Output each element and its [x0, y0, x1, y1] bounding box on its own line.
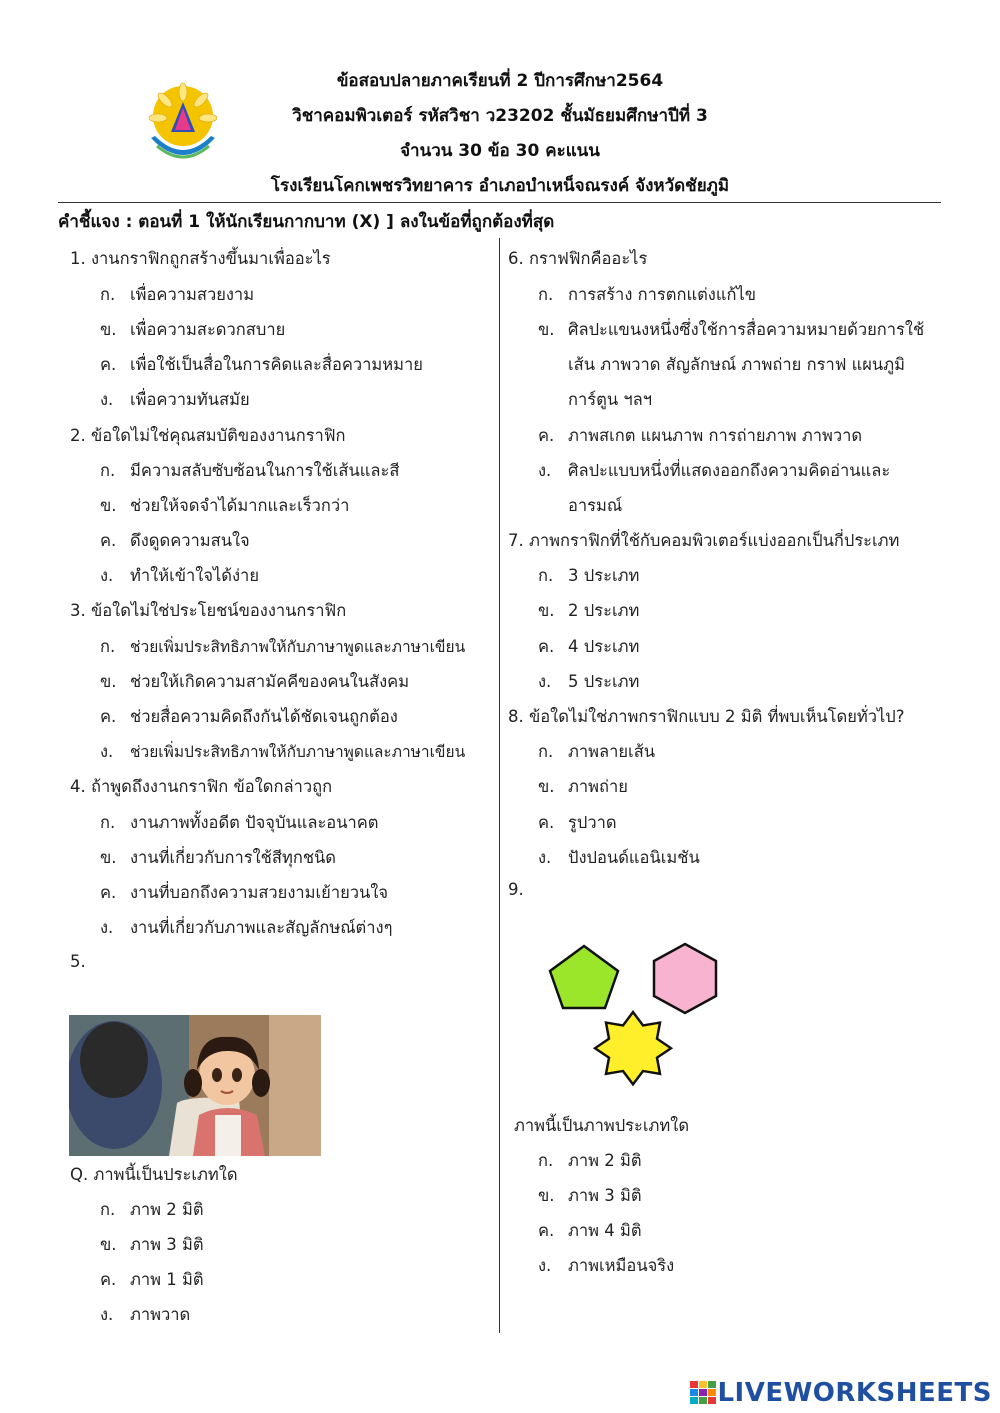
q4-option-c[interactable] [100, 880, 389, 906]
option-letter: ข. [538, 320, 555, 339]
option-letter: ง. [100, 566, 114, 585]
option-letter: ค. [100, 707, 117, 726]
option-letter: ข. [100, 848, 117, 867]
pentagon-shape [550, 946, 618, 1008]
hexagon-shape [654, 944, 716, 1013]
question-7: 7. ภาพกราฟิกที่ใช้กับคอมพิวเตอร์แบ่งออกเป็นกี่ประเภท [508, 531, 900, 550]
q1-option-d[interactable] [100, 387, 250, 413]
question-9-number: 9. [508, 880, 524, 899]
option-text: 4 ประเภท [568, 637, 640, 656]
option-letter: ก. [100, 285, 116, 304]
liveworksheets-logo-icon [689, 1380, 717, 1406]
q5-option-a[interactable] [100, 1197, 204, 1223]
option-text: มีความสลับซับซ้อนในการใช้เส้นและสี [130, 461, 400, 480]
option-text: 5 ประเภท [568, 672, 640, 691]
q4-option-a[interactable] [100, 810, 379, 836]
q2-option-c[interactable] [100, 528, 250, 554]
liveworksheets-watermark [689, 1378, 992, 1408]
option-letter: ข. [538, 1186, 555, 1205]
q6-option-b[interactable] [538, 317, 925, 343]
option-letter: ก. [538, 566, 554, 585]
q3-option-a[interactable] [100, 634, 466, 660]
option-letter: ค. [100, 355, 117, 374]
option-text: ภาพเหมือนจริง [568, 1256, 675, 1275]
option-text: เพื่อความสวยงาม [130, 285, 255, 304]
option-letter: ง. [100, 742, 114, 761]
question-1: 1. งานกราฟิกถูกสร้างขึ้นมาเพื่ออะไร [70, 249, 331, 268]
option-letter: ค. [538, 637, 555, 656]
option-letter: ง. [100, 390, 114, 409]
option-letter: ง. [100, 918, 114, 937]
option-text: งานภาพทั้งอดีต ปัจจุบันและอนาคต [130, 813, 379, 832]
option-letter: ง. [538, 672, 552, 691]
option-text: ช่วยให้จดจำได้มากและเร็วกว่า [130, 496, 350, 515]
option-text: รูปวาด [568, 813, 617, 832]
option-letter: ก. [100, 1200, 116, 1219]
q7-option-b[interactable] [538, 598, 640, 624]
score-line: จำนวน 30 ข้อ 30 คะแนน [400, 141, 600, 161]
q6-option-d-cont: อารมณ์ [568, 496, 623, 515]
option-letter: ง. [100, 1305, 114, 1324]
column-divider [499, 238, 500, 1333]
q7-option-d[interactable] [538, 669, 640, 695]
option-text: ภาพ 4 มิติ [568, 1221, 642, 1240]
q5-option-b[interactable] [100, 1232, 204, 1258]
q5-option-c[interactable] [100, 1267, 204, 1293]
option-text: ภาพลายเส้น [568, 742, 656, 761]
option-letter: ค. [538, 1221, 555, 1240]
option-text: ภาพถ่าย [568, 777, 628, 796]
option-text: งานที่เกี่ยวกับการใช้สีทุกชนิด [130, 848, 337, 867]
option-letter: ค. [538, 813, 555, 832]
option-text: ช่วยเพิ่มประสิทธิภาพให้กับภาษาพูดและภาษาเขียน [130, 638, 466, 656]
shapes-picture [540, 938, 730, 1088]
option-text: ภาพ 1 มิติ [130, 1270, 204, 1289]
question-8: 8. ข้อใดไม่ใช่ภาพกราฟิกแบบ 2 มิติ ที่พบเห็นโดยทั่วไป? [508, 707, 905, 726]
q3-option-c[interactable] [100, 704, 398, 730]
option-letter: ง. [538, 461, 552, 480]
option-text: ทำให้เข้าใจได้ง่าย [130, 566, 259, 585]
q6-option-a[interactable] [538, 282, 757, 308]
exam-title: ข้อสอบปลายภาคเรียนที่ 2 ปีการศึกษา2564 [336, 71, 664, 91]
option-letter: ข. [100, 320, 117, 339]
star-shape [595, 1012, 671, 1084]
q6-option-d[interactable] [538, 458, 891, 484]
instruction: คำชี้แจง : ตอนที่ 1 ให้นักเรียนกากบาท (X) ] ลงในข้อที่ถูกต้องที่สุด [58, 212, 555, 232]
option-letter: ค. [100, 1270, 117, 1289]
option-text: เพื่อความทันสมัย [130, 390, 250, 409]
option-letter: ข. [100, 672, 117, 691]
option-letter: ก. [100, 813, 116, 832]
option-text: ภาพ 2 มิติ [130, 1200, 204, 1219]
option-letter: ค. [100, 531, 117, 550]
question-2: 2. ข้อใดไม่ใช่คุณสมบัติของงานกราฟิก [70, 426, 346, 445]
school-line: โรงเรียนโคกเพชรวิทยาคาร อำเภอบำเหน็จณรงค์ จังหวัดชัยภูมิ [270, 176, 730, 196]
cartoon-picture [69, 1015, 321, 1156]
option-letter: ง. [538, 848, 552, 867]
option-letter: ก. [100, 461, 116, 480]
q8-option-d[interactable] [538, 845, 700, 871]
option-text: 3 ประเภท [568, 566, 640, 585]
option-text: การสร้าง การตกแต่งแก้ไข [568, 285, 757, 304]
option-letter: ข. [100, 496, 117, 515]
subject-line: วิชาคอมพิวเตอร์ รหัสวิชา ว23202 ชั้นมัธยมศึกษาปีที่ 3 [292, 106, 708, 126]
q5-option-d[interactable] [100, 1302, 191, 1328]
option-letter: ก. [100, 637, 116, 656]
option-text: เพื่อความสะดวกสบาย [130, 320, 286, 339]
q1-option-c[interactable] [100, 352, 423, 378]
option-text: งานที่บอกถึงความสวยงามเย้ายวนใจ [130, 883, 389, 902]
option-text: ภาพ 3 มิติ [130, 1235, 204, 1254]
option-letter: ข. [538, 777, 555, 796]
q8-option-c[interactable] [538, 810, 617, 836]
option-text: ดึงดูดความสนใจ [130, 531, 250, 550]
option-text: ภาพสเกต แผนภาพ การถ่ายภาพ ภาพวาด [568, 426, 863, 445]
option-text: ภาพวาด [130, 1305, 191, 1324]
option-letter: ค. [100, 883, 117, 902]
q4-option-b[interactable] [100, 845, 337, 871]
q2-option-b[interactable] [100, 493, 350, 519]
q2-option-d[interactable] [100, 563, 259, 589]
question-5: Q. ภาพนี้เป็นประเภทใด [70, 1165, 238, 1184]
q9-option-a[interactable] [538, 1148, 642, 1174]
question-3: 3. ข้อใดไม่ใช่ประโยชน์ของงานกราฟิก [70, 601, 347, 620]
q7-option-c[interactable] [538, 634, 640, 660]
question-5-number: 5. [70, 952, 86, 971]
q1-option-b[interactable] [100, 317, 286, 343]
q3-option-b[interactable] [100, 669, 410, 695]
option-letter: ก. [538, 1151, 554, 1170]
option-letter: ง. [538, 1256, 552, 1275]
question-4: 4. ถ้าพูดถึงงานกราฟิก ข้อใดกล่าวถูก [70, 777, 333, 796]
option-text: 2 ประเภท [568, 601, 640, 620]
option-text: ช่วยเพิ่มประสิทธิภาพให้กับภาษาพูดและภาษาเขียน [130, 743, 466, 761]
q9-option-d[interactable] [538, 1253, 675, 1279]
question-6: 6. กราฟฟิกคืออะไร [508, 249, 648, 268]
q3-option-d[interactable] [100, 739, 466, 765]
option-text: ภาพ 2 มิติ [568, 1151, 642, 1170]
option-letter: ข. [100, 1235, 117, 1254]
option-text: ช่วยให้เกิดความสามัคคีของคนในสังคม [130, 672, 410, 691]
watermark-text: LIVEWORKSHEETS [717, 1378, 992, 1408]
q7-option-a[interactable] [538, 563, 640, 589]
option-letter: ก. [538, 742, 554, 761]
q9-option-c[interactable] [538, 1218, 642, 1244]
option-letter: ก. [538, 285, 554, 304]
option-text: ศิลปะแบบหนึ่งที่แสดงออกถึงความคิดอ่านและ [568, 461, 891, 480]
q2-option-a[interactable] [100, 458, 400, 484]
q8-option-b[interactable] [538, 774, 628, 800]
q9-option-b[interactable] [538, 1183, 642, 1209]
option-text: ปังปอนด์แอนิเมชัน [568, 848, 700, 867]
question-9: ภาพนี้เป็นภาพประเภทใด [514, 1116, 690, 1135]
header-rule [58, 202, 941, 203]
q6-option-c[interactable] [538, 423, 863, 449]
q4-option-d[interactable] [100, 915, 393, 941]
q1-option-a[interactable] [100, 282, 255, 308]
option-text: งานที่เกี่ยวกับภาพและสัญลักษณ์ต่างๆ [130, 918, 393, 937]
option-text: ภาพ 3 มิติ [568, 1186, 642, 1205]
option-text: ช่วยสื่อความคิดถึงกันได้ชัดเจนถูกต้อง [130, 707, 398, 726]
q6-option-b-cont: เส้น ภาพวาด สัญลักษณ์ ภาพถ่าย กราฟ แผนภูมิ [568, 355, 905, 374]
option-text: เพื่อใช้เป็นสื่อในการคิดและสื่อความหมาย [130, 355, 423, 374]
option-text: ศิลปะแขนงหนึ่งซึ่งใช้การสื่อความหมายด้วยการใช้ [568, 320, 925, 339]
option-letter: ข. [538, 601, 555, 620]
q6-option-b-cont: การ์ตูน ฯลฯ [568, 390, 652, 409]
option-letter: ค. [538, 426, 555, 445]
q8-option-a[interactable] [538, 739, 656, 765]
